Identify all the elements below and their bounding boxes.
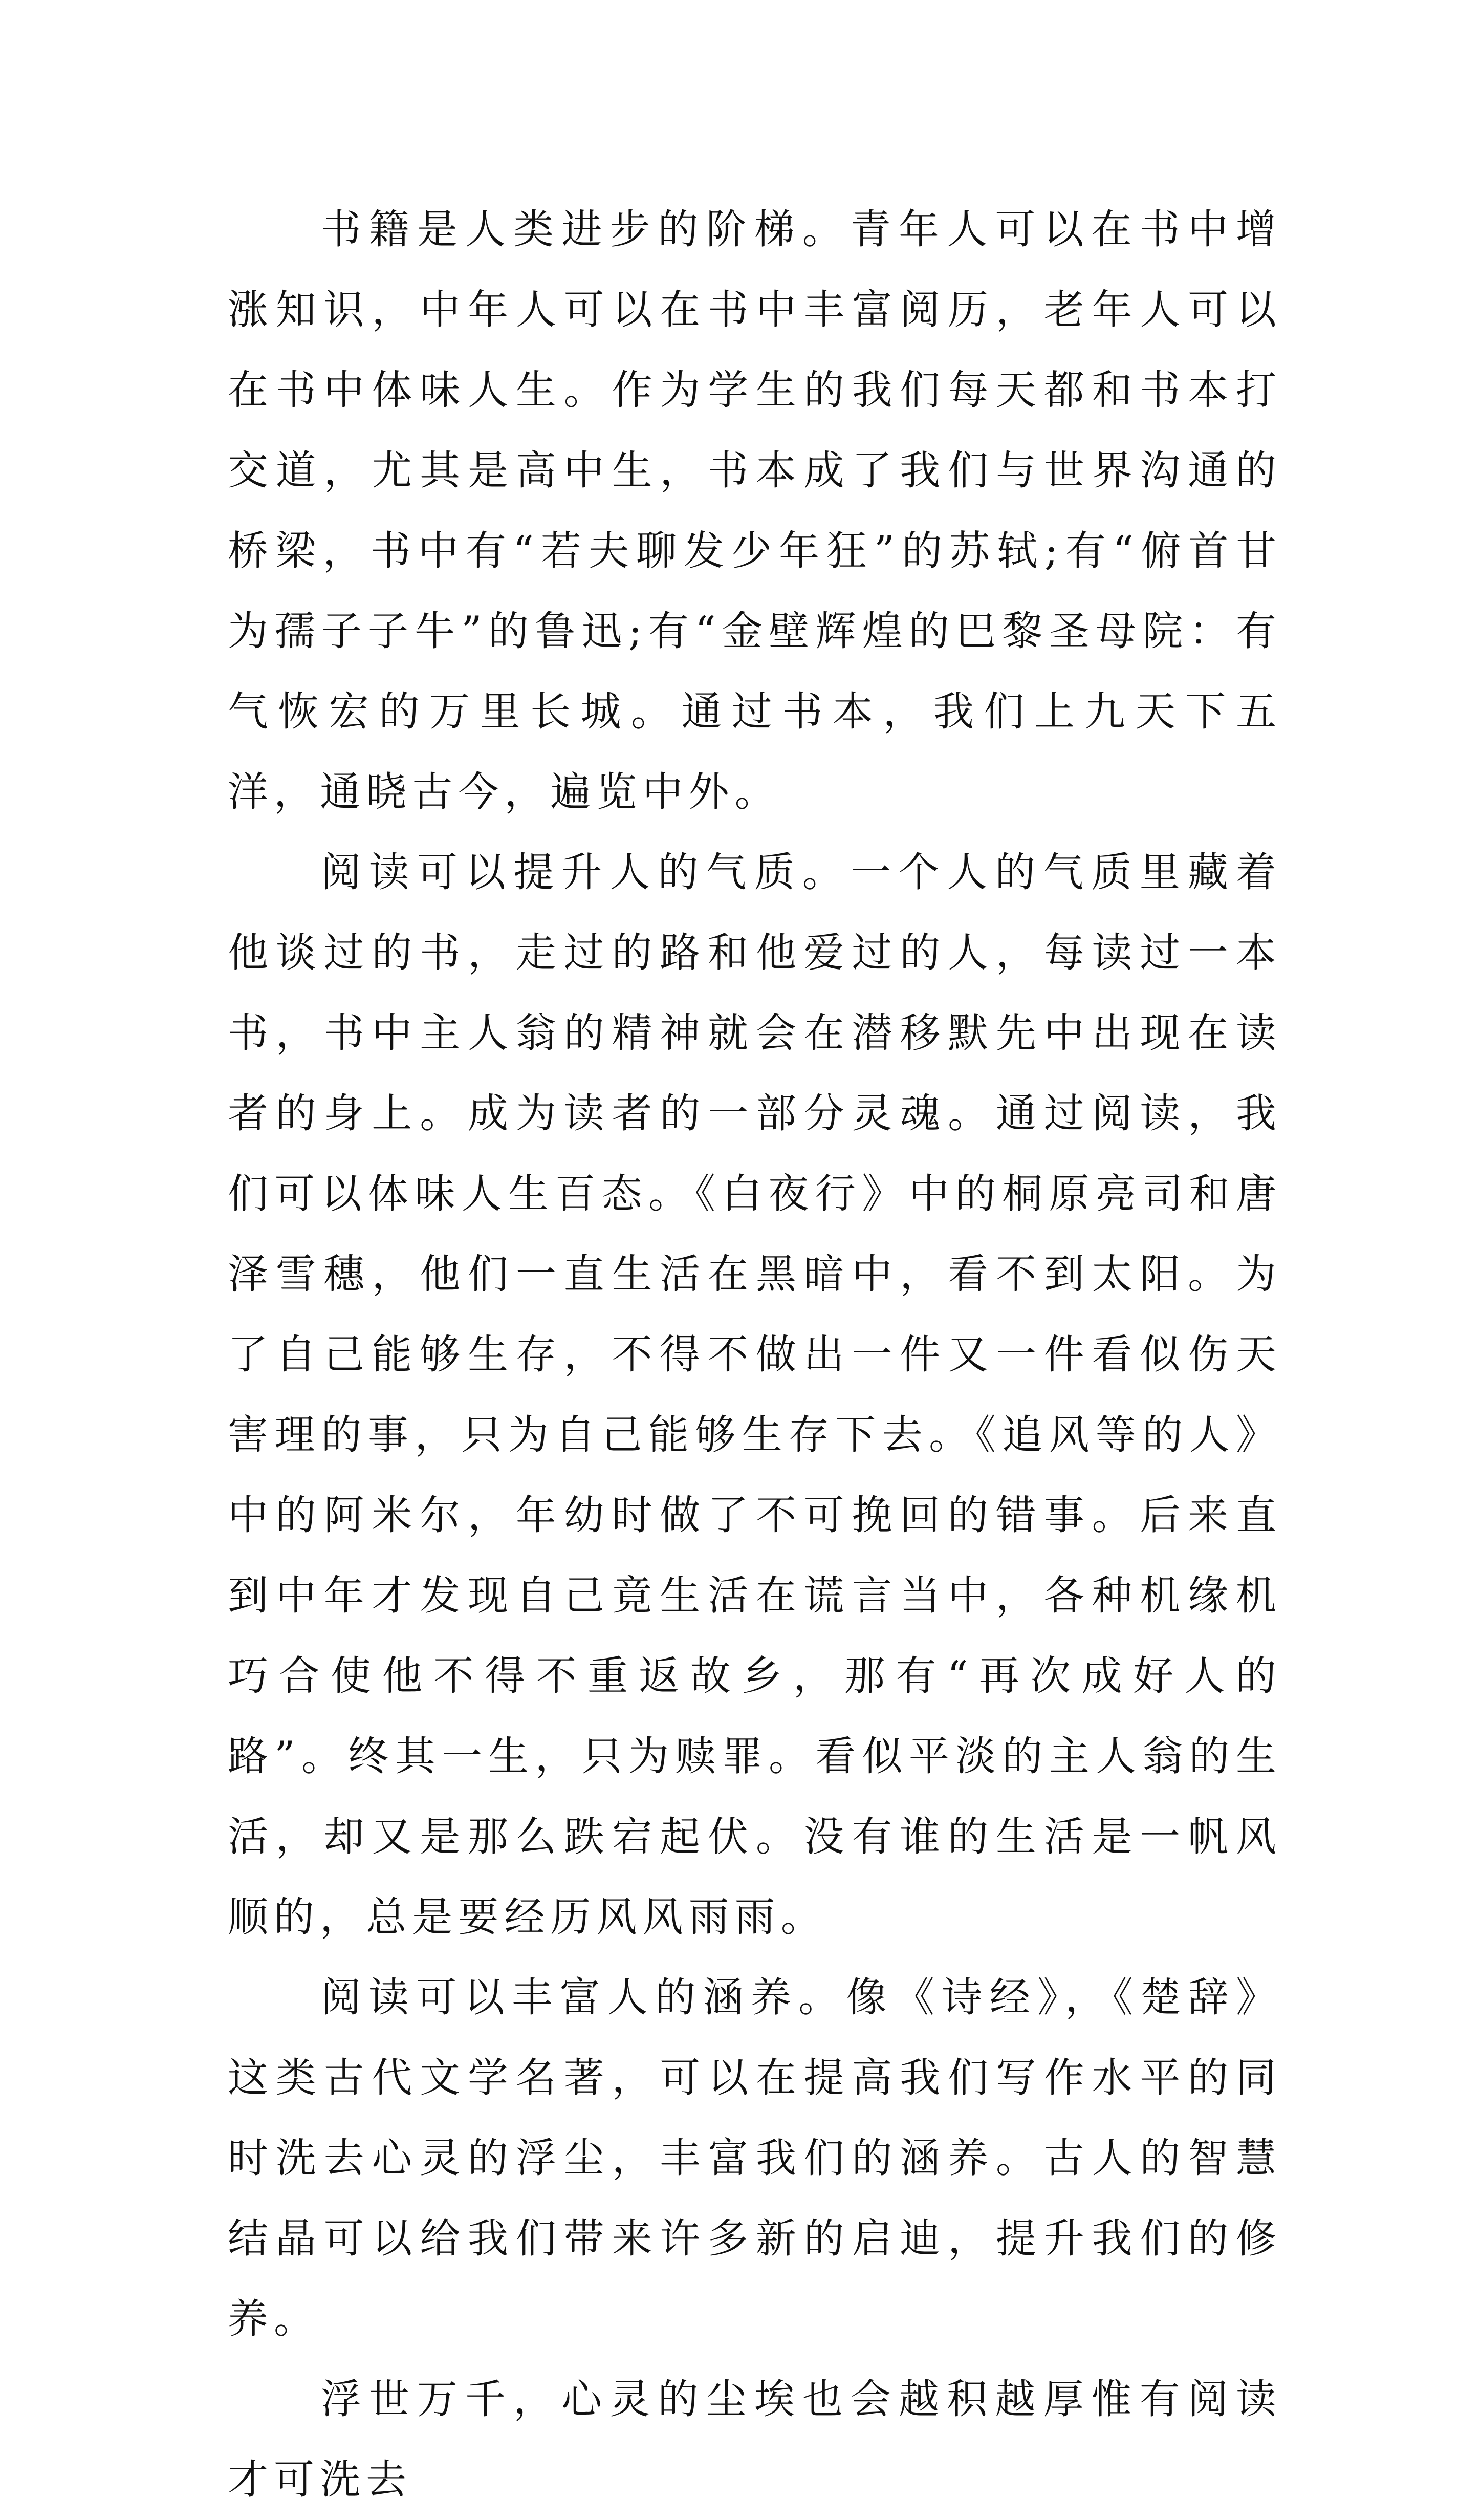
paragraph-2: 阅读可以提升人的气质。一个人的气质里藏着他谈过的书，走过的路和他爱过的人，每读过一本书，书中主人翁的精神就会在潜移默先中出现在读者的身上。成为读者的一部分灵魂。通过阅读，我们可以体味人生百态。《白夜行》中的桐原亮司和唐泽雪穗，他们一直生活在黑暗中，看不到太阳。为了自己能够生存，不得不做出一件又一件看似伤天害理的事，只为自己能够生存下去。《追风等的人》中的阿米尔，年幼时做了不可挽回的错事。后来直到中年才发现自己竟生活在谎言当中，各种机缘机巧合使他不得不重返故乡，那有“再次成好人的路”。终其一生，只为赎罪。看似平淡的主人翁的生活，却又是那么跌宕起伏。没有谁的生活是一帆风顺的，总是要经历风风雨雨。 (228, 849, 1282, 1941)
paragraph-4: 浮世万千，心灵的尘埃也会越积越厚惟有阅读才可洗去 (228, 2376, 1282, 2503)
paragraph-3: 阅读可以丰富人的涵养。像《诗经》，《楚辞》这类古代文学名著，可以在提高我们写作水平的同时洗去心灵的浮尘，丰富我们的涵养。古人的智慧结晶可以给我们带来许多新的启迪，提升我们的修养。 (228, 1974, 1282, 2342)
paragraph-1: 书籍是人类进步的阶梯。青年人可以在书中增涨知识，中年人可以在书中丰富阅历，老年人可以在书中体味人生。作为学生的我们每天都和书本打交道，尤其是高中生，书本成了我们与世界沟通的桥梁，书中有“若夫聊发少年狂”的苏轼;有“俯首甘为孺子子牛”的鲁迅;有“金壁辉煌的巴黎圣母院：有气恢宏的万里长城。通过书本，我们上九天下五洋，通晓古今，遍览中外。 (228, 206, 1282, 815)
document-body (228, 189, 1282, 2520)
